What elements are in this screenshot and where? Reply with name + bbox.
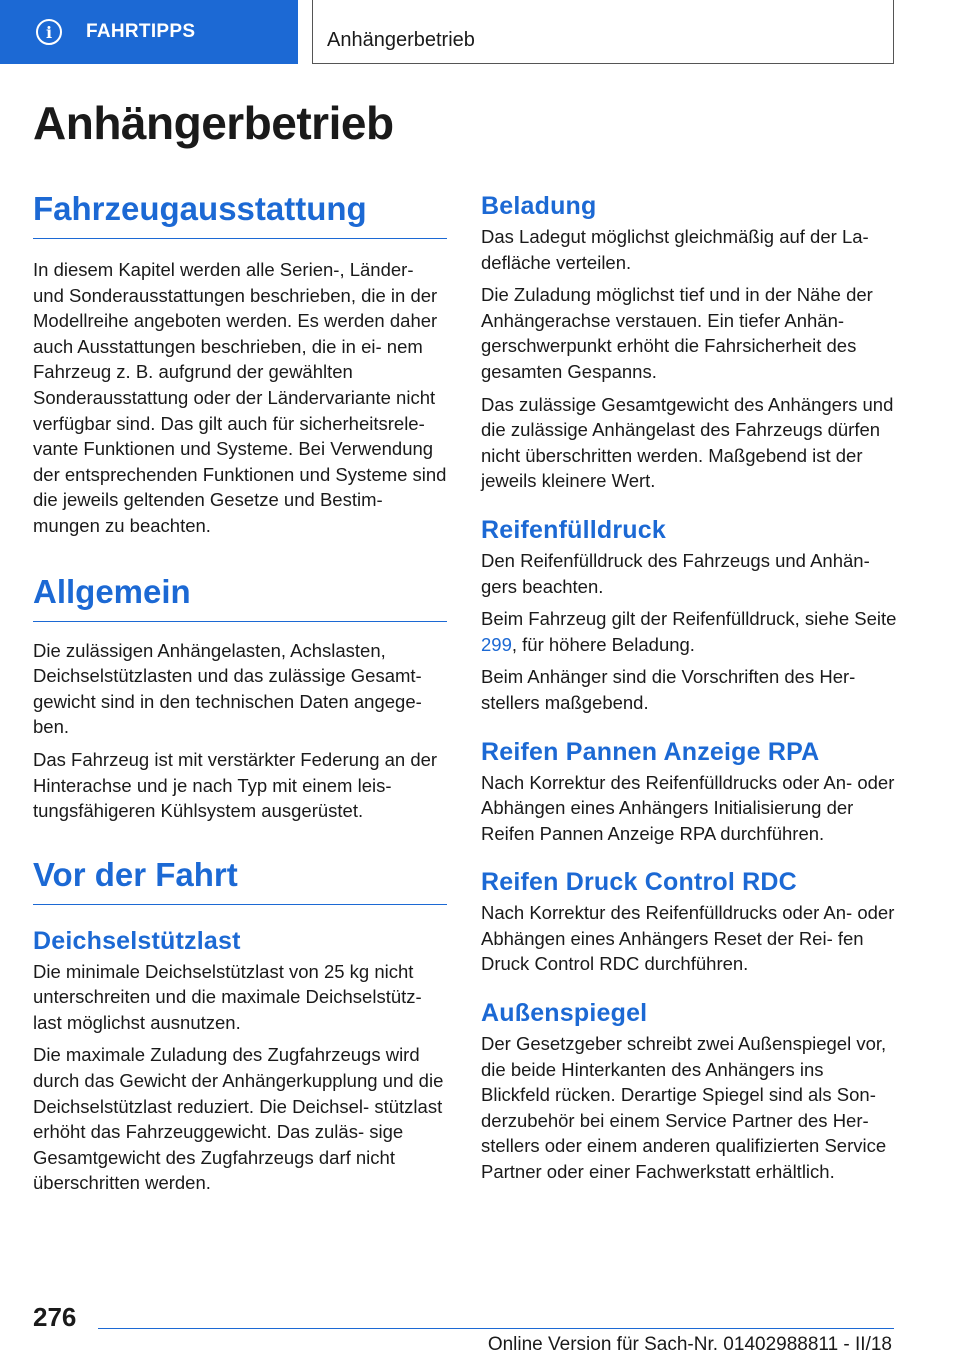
heading-allgemein: Allgemein [33,573,447,622]
footer-divider [98,1328,894,1329]
heading-rdc: Reifen Druck Control RDC [481,868,797,897]
heading-fahrzeugausstattung: Fahrzeugausstattung [33,190,447,239]
left-column [33,190,447,1196]
paragraph-deichselstuetzlast-1: Die minimale Deichselstützlast von 25 kg nicht unterschreiten und die maximale Deichselstütz- last möglichst ausnutzen. [33,960,422,1033]
paragraph-deichselstuetzlast-2: Die maximale Zuladung des Zugfahrzeugs wird durch das Gewicht der Anhängerkupplung und die Deichselstützlast reduziert. Die Deichsel- stützlast erhöht das Fahrzeuggewicht. Das zuläs- sige Gesamtgewicht des Zugfahrzeugs darf nicht überschritten werden. [33,1044,444,1194]
chapter-header [312,0,894,64]
paragraph-beladung-2: Die Zuladung möglichst tief und in der Nähe der Anhängerachse verstauen. Ein tiefer Anhän- gerschwerpunkt erhöht die Fahrsicherheit des gesamten Gespanns. [481,284,873,382]
paragraph-allgemein-1: Die zulässigen Anhängelasten, Achslasten, Deichselstützlasten und das zulässige Gesamt- gewicht sind in den technischen Daten angege- ben. [33,639,422,738]
paragraph-reifenfuelldruck-3: Beim Anhänger sind die Vorschriften des Her- stellers maßgebend. [481,666,856,713]
page-reference-link[interactable]: 299 [481,633,512,655]
paragraph-reifenfuelldruck-2-before: Beim Fahrzeug gilt der Reifenfülldruck, siehe Seite [481,608,897,630]
info-circle-icon: i [36,19,62,45]
paragraph-beladung-3: Das zulässige Gesamtgewicht des Anhängers und die zulässige Anhängelast des Fahrzeugs dürfen nicht überschritten werden. Maßgebend ist der jeweils kleinere Wert. [481,393,894,492]
section-tab[interactable] [0,0,298,64]
online-version-note: Online Version für Sach-Nr. 01402988811 - II/18 [487,1334,892,1355]
chapter-title: Anhängerbetrieb [327,29,475,51]
right-column [481,192,897,1185]
paragraph-fahrzeugausstattung: In diesem Kapitel werden alle Serien-, Länder- und Sonderausstattungen beschrieben, die in der Modellreihe angeboten werden. Es werden daher auch Ausstattungen beschrieben, die in ei- nem Fahrzeug z. B. aufgrund der gewählten Sonderausstattung oder der Ländervariante nicht verfügbar sind. Das gilt auch für sicherheitsrele- vante Funktionen und Systeme. Bei Verwendung der entsprechenden Funktionen und Systeme sind die jeweils geltenden Gesetze und Bestim- mungen zu beachten. [33,259,447,536]
paragraph-reifenfuelldruck-2 [481,606,897,657]
section-tab-label: FAHRTIPPS [86,21,196,42]
paragraph-aussenspiegel: Der Gesetzgeber schreibt zwei Außenspiegel vor, die beide Hinterkanten des Anhängers ins Blickfeld rücken. Derartige Spiegel sind als Son- derzubehör bei einem Service Partner des Her- stellers oder einem anderen qualifizierten Service Partner oder einer Fachwerkstatt erhältlich. [481,1033,887,1183]
page-title: Anhängerbetrieb [33,97,394,149]
paragraph-reifenfuelldruck-1: Den Reifenfülldruck des Fahrzeugs und Anhän- gers beachten. [481,549,870,597]
paragraph-rpa: Nach Korrektur des Reifenfülldrucks oder An- oder Abhängen eines Anhängers Initialisierung der Reifen Pannen Anzeige RPA durchführen. [481,771,895,844]
heading-reifenfuelldruck: Reifenfülldruck [481,515,666,544]
heading-aussenspiegel: Außenspiegel [481,999,648,1028]
heading-vor-der-fahrt: Vor der Fahrt [33,856,447,905]
heading-deichselstuetzlast: Deichselstützlast [33,926,241,955]
paragraph-beladung-1: Das Ladegut möglichst gleichmäßig auf der La- defläche verteilen. [481,226,869,273]
paragraph-reifenfuelldruck-2-after: , für höhere Beladung. [511,633,695,655]
page-number: 276 [33,1302,77,1332]
heading-beladung: Beladung [481,192,597,220]
paragraph-rdc: Nach Korrektur des Reifenfülldrucks oder An- oder Abhängen eines Anhängers Reset der Rei- fen Druck Control RDC durchführen. [481,902,895,975]
heading-rpa: Reifen Pannen Anzeige RPA [481,737,820,766]
paragraph-allgemein-2: Das Fahrzeug ist mit verstärkter Federung an der Hinterachse und je nach Typ mit einem leis- tungsfähigeren Kühlsystem ausgerüstet. [33,748,438,822]
